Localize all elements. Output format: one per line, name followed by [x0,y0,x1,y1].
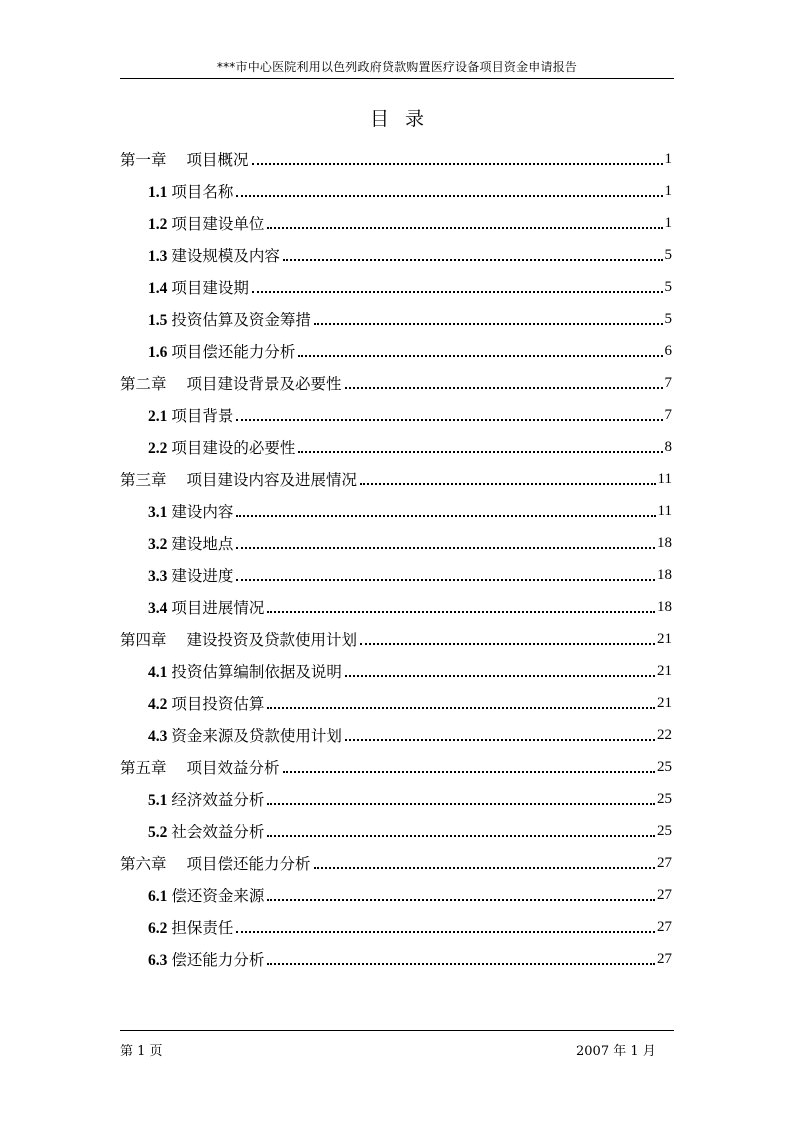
toc-entry-title: 项目偿还能力分析 [186,855,311,873]
toc-entry-title: 建设地点 [171,535,234,553]
toc-entry-page: 22 [657,726,672,743]
toc-entry-number: 1.3 [148,248,168,265]
table-of-contents [120,143,672,975]
toc-entry-page: 11 [657,470,672,487]
toc-entry-title: 项目建设背景及必要性 [186,375,342,393]
toc-dot-leader [283,259,663,261]
toc-section-entry[interactable] [120,719,672,751]
toc-entry-title: 建设规模及内容 [171,247,280,265]
toc-entry-page: 21 [657,630,672,647]
toc-chapter-entry[interactable] [120,463,672,495]
toc-entry-page: 18 [657,534,672,551]
toc-entry-number: 3.3 [148,568,168,585]
toc-entry-title: 建设内容 [171,503,234,521]
toc-entry-title: 经济效益分析 [171,791,265,809]
toc-section-entry[interactable] [120,271,672,303]
toc-entry-label [148,820,264,842]
toc-entry-number: 6.2 [148,920,168,937]
toc-section-entry[interactable] [120,591,672,623]
toc-entry-title: 项目建设单位 [171,215,265,233]
toc-dot-leader [267,803,655,805]
toc-entry-number: 第五章 [120,759,167,777]
toc-entry-number: 2.2 [148,440,168,457]
toc-entry-label [148,436,295,458]
toc-entry-label [120,756,280,778]
toc-chapter-entry[interactable] [120,623,672,655]
toc-dot-leader [236,419,662,421]
toc-entry-title: 投资估算及资金筹措 [171,311,311,329]
toc-entry-page: 5 [664,310,672,327]
toc-section-entry[interactable] [120,655,672,687]
toc-section-entry[interactable] [120,431,672,463]
toc-entry-number: 第三章 [120,471,167,489]
toc-entry-page: 18 [657,598,672,615]
toc-entry-page: 27 [657,854,672,871]
toc-entry-number: 第二章 [120,375,167,393]
toc-entry-number: 1.1 [148,184,168,201]
toc-section-entry[interactable] [120,943,672,975]
toc-entry-title: 项目背景 [171,407,234,425]
toc-entry-page: 6 [664,342,672,359]
toc-entry-title: 项目概况 [186,151,249,169]
toc-entry-page: 25 [657,790,672,807]
toc-entry-label [120,628,357,650]
toc-entry-label [148,532,233,554]
toc-entry-title: 偿还资金来源 [171,887,265,905]
toc-entry-number: 3.4 [148,600,168,617]
toc-entry-number: 3.2 [148,536,168,553]
toc-section-entry[interactable] [120,815,672,847]
toc-dot-leader [345,739,655,741]
toc-dot-leader [267,899,655,901]
toc-chapter-entry[interactable] [120,367,672,399]
toc-title: 目录 [369,108,440,130]
toc-entry-page: 8 [664,438,672,455]
toc-entry-page: 1 [664,214,672,231]
toc-dot-leader [236,515,655,517]
toc-entry-page: 27 [657,886,672,903]
footer-divider [120,1030,674,1031]
toc-section-entry[interactable] [120,335,672,367]
toc-entry-title: 建设进度 [171,567,234,585]
toc-entry-title: 项目偿还能力分析 [171,343,296,361]
toc-dot-leader [360,643,655,645]
toc-entry-label [148,340,295,362]
toc-chapter-entry[interactable] [120,751,672,783]
toc-section-entry[interactable] [120,559,672,591]
toc-section-entry[interactable] [120,239,672,271]
toc-entry-label [148,724,342,746]
toc-dot-leader [298,451,662,453]
toc-entry-number: 1.2 [148,216,168,233]
toc-dot-leader [267,835,655,837]
toc-entry-page: 7 [664,374,672,391]
toc-dot-leader [267,227,662,229]
toc-chapter-entry[interactable] [120,143,672,175]
toc-entry-label [148,948,264,970]
toc-entry-number: 第一章 [120,151,167,169]
toc-entry-page: 1 [664,182,672,199]
toc-entry-page: 7 [664,406,672,423]
toc-entry-number: 1.5 [148,312,168,329]
toc-entry-label [148,212,264,234]
toc-dot-leader [252,163,663,165]
toc-dot-leader [236,195,662,197]
toc-entry-label [148,884,264,906]
toc-entry-title: 项目名称 [171,183,234,201]
toc-dot-leader [267,707,655,709]
toc-dot-leader [267,963,655,965]
toc-section-entry[interactable] [120,207,672,239]
toc-entry-label [148,596,264,618]
toc-entry-number: 5.1 [148,792,168,809]
toc-entry-number: 4.2 [148,696,168,713]
toc-entry-title: 项目投资估算 [171,695,265,713]
toc-entry-label [148,916,233,938]
toc-entry-title: 担保责任 [171,919,234,937]
toc-entry-label [148,500,233,522]
toc-entry-page: 27 [657,918,672,935]
toc-dot-leader [345,387,663,389]
toc-section-entry[interactable] [120,911,672,943]
toc-entry-label [120,372,342,394]
toc-entry-label [148,244,280,266]
toc-entry-label [120,148,249,170]
footer-date: 2007 年 1 月 [576,1044,656,1059]
toc-dot-leader [283,771,655,773]
toc-entry-label [148,404,233,426]
toc-entry-title: 偿还能力分析 [171,951,265,969]
toc-entry-number: 4.1 [148,664,168,681]
toc-entry-page: 5 [664,246,672,263]
toc-entry-label [148,692,264,714]
toc-entry-page: 18 [657,566,672,583]
toc-entry-page: 11 [657,502,672,519]
toc-section-entry[interactable] [120,879,672,911]
toc-entry-label [148,308,311,330]
toc-dot-leader [345,675,655,677]
toc-entry-title: 建设投资及贷款使用计划 [186,631,358,649]
toc-dot-leader [314,323,663,325]
toc-entry-number: 1.4 [148,280,168,297]
toc-entry-label [120,468,357,490]
toc-entry-number: 1.6 [148,344,168,361]
toc-entry-label [148,660,342,682]
toc-entry-title: 项目效益分析 [186,759,280,777]
toc-entry-number: 3.1 [148,504,168,521]
toc-entry-title: 社会效益分析 [171,823,265,841]
toc-entry-page: 5 [664,278,672,295]
toc-entry-title: 资金来源及贷款使用计划 [171,727,342,745]
toc-dot-leader [267,611,655,613]
toc-entry-label [148,276,249,298]
toc-section-entry[interactable] [120,687,672,719]
toc-dot-leader [314,867,655,869]
toc-chapter-entry[interactable] [120,847,672,879]
toc-entry-label [148,180,233,202]
toc-entry-page: 25 [657,758,672,775]
toc-entry-title: 项目建设期 [171,279,249,297]
toc-dot-leader [236,931,655,933]
toc-entry-label [120,852,311,874]
toc-entry-page: 27 [657,950,672,967]
toc-entry-title: 项目建设的必要性 [171,439,296,457]
toc-entry-number: 6.3 [148,952,168,969]
toc-entry-title: 项目建设内容及进展情况 [186,471,358,489]
toc-dot-leader [298,355,662,357]
toc-section-entry[interactable] [120,527,672,559]
toc-dot-leader [236,547,655,549]
toc-entry-label [148,788,264,810]
toc-dot-leader [236,579,655,581]
footer-page-number: 第 1 页 [120,1044,163,1059]
toc-section-entry[interactable] [120,175,672,207]
toc-entry-page: 1 [664,150,672,167]
toc-entry-number: 6.1 [148,888,168,905]
toc-section-entry[interactable] [120,495,672,527]
toc-entry-page: 25 [657,822,672,839]
running-header: ***市中心医院利用以色列政府贷款购置医疗设备项目资金申请报告 [216,60,578,74]
toc-entry-number: 2.1 [148,408,168,425]
toc-section-entry[interactable] [120,399,672,431]
header-divider [120,78,674,79]
toc-section-entry[interactable] [120,303,672,335]
toc-entry-title: 投资估算编制依据及说明 [171,663,342,681]
toc-entry-page: 21 [657,662,672,679]
toc-entry-number: 第四章 [120,631,167,649]
toc-entry-page: 21 [657,694,672,711]
toc-entry-label [148,564,233,586]
toc-dot-leader [360,483,656,485]
toc-entry-title: 项目进展情况 [171,599,265,617]
toc-entry-number: 第六章 [120,855,167,873]
toc-dot-leader [252,291,663,293]
toc-entry-number: 5.2 [148,824,168,841]
toc-section-entry[interactable] [120,783,672,815]
toc-entry-number: 4.3 [148,728,168,745]
